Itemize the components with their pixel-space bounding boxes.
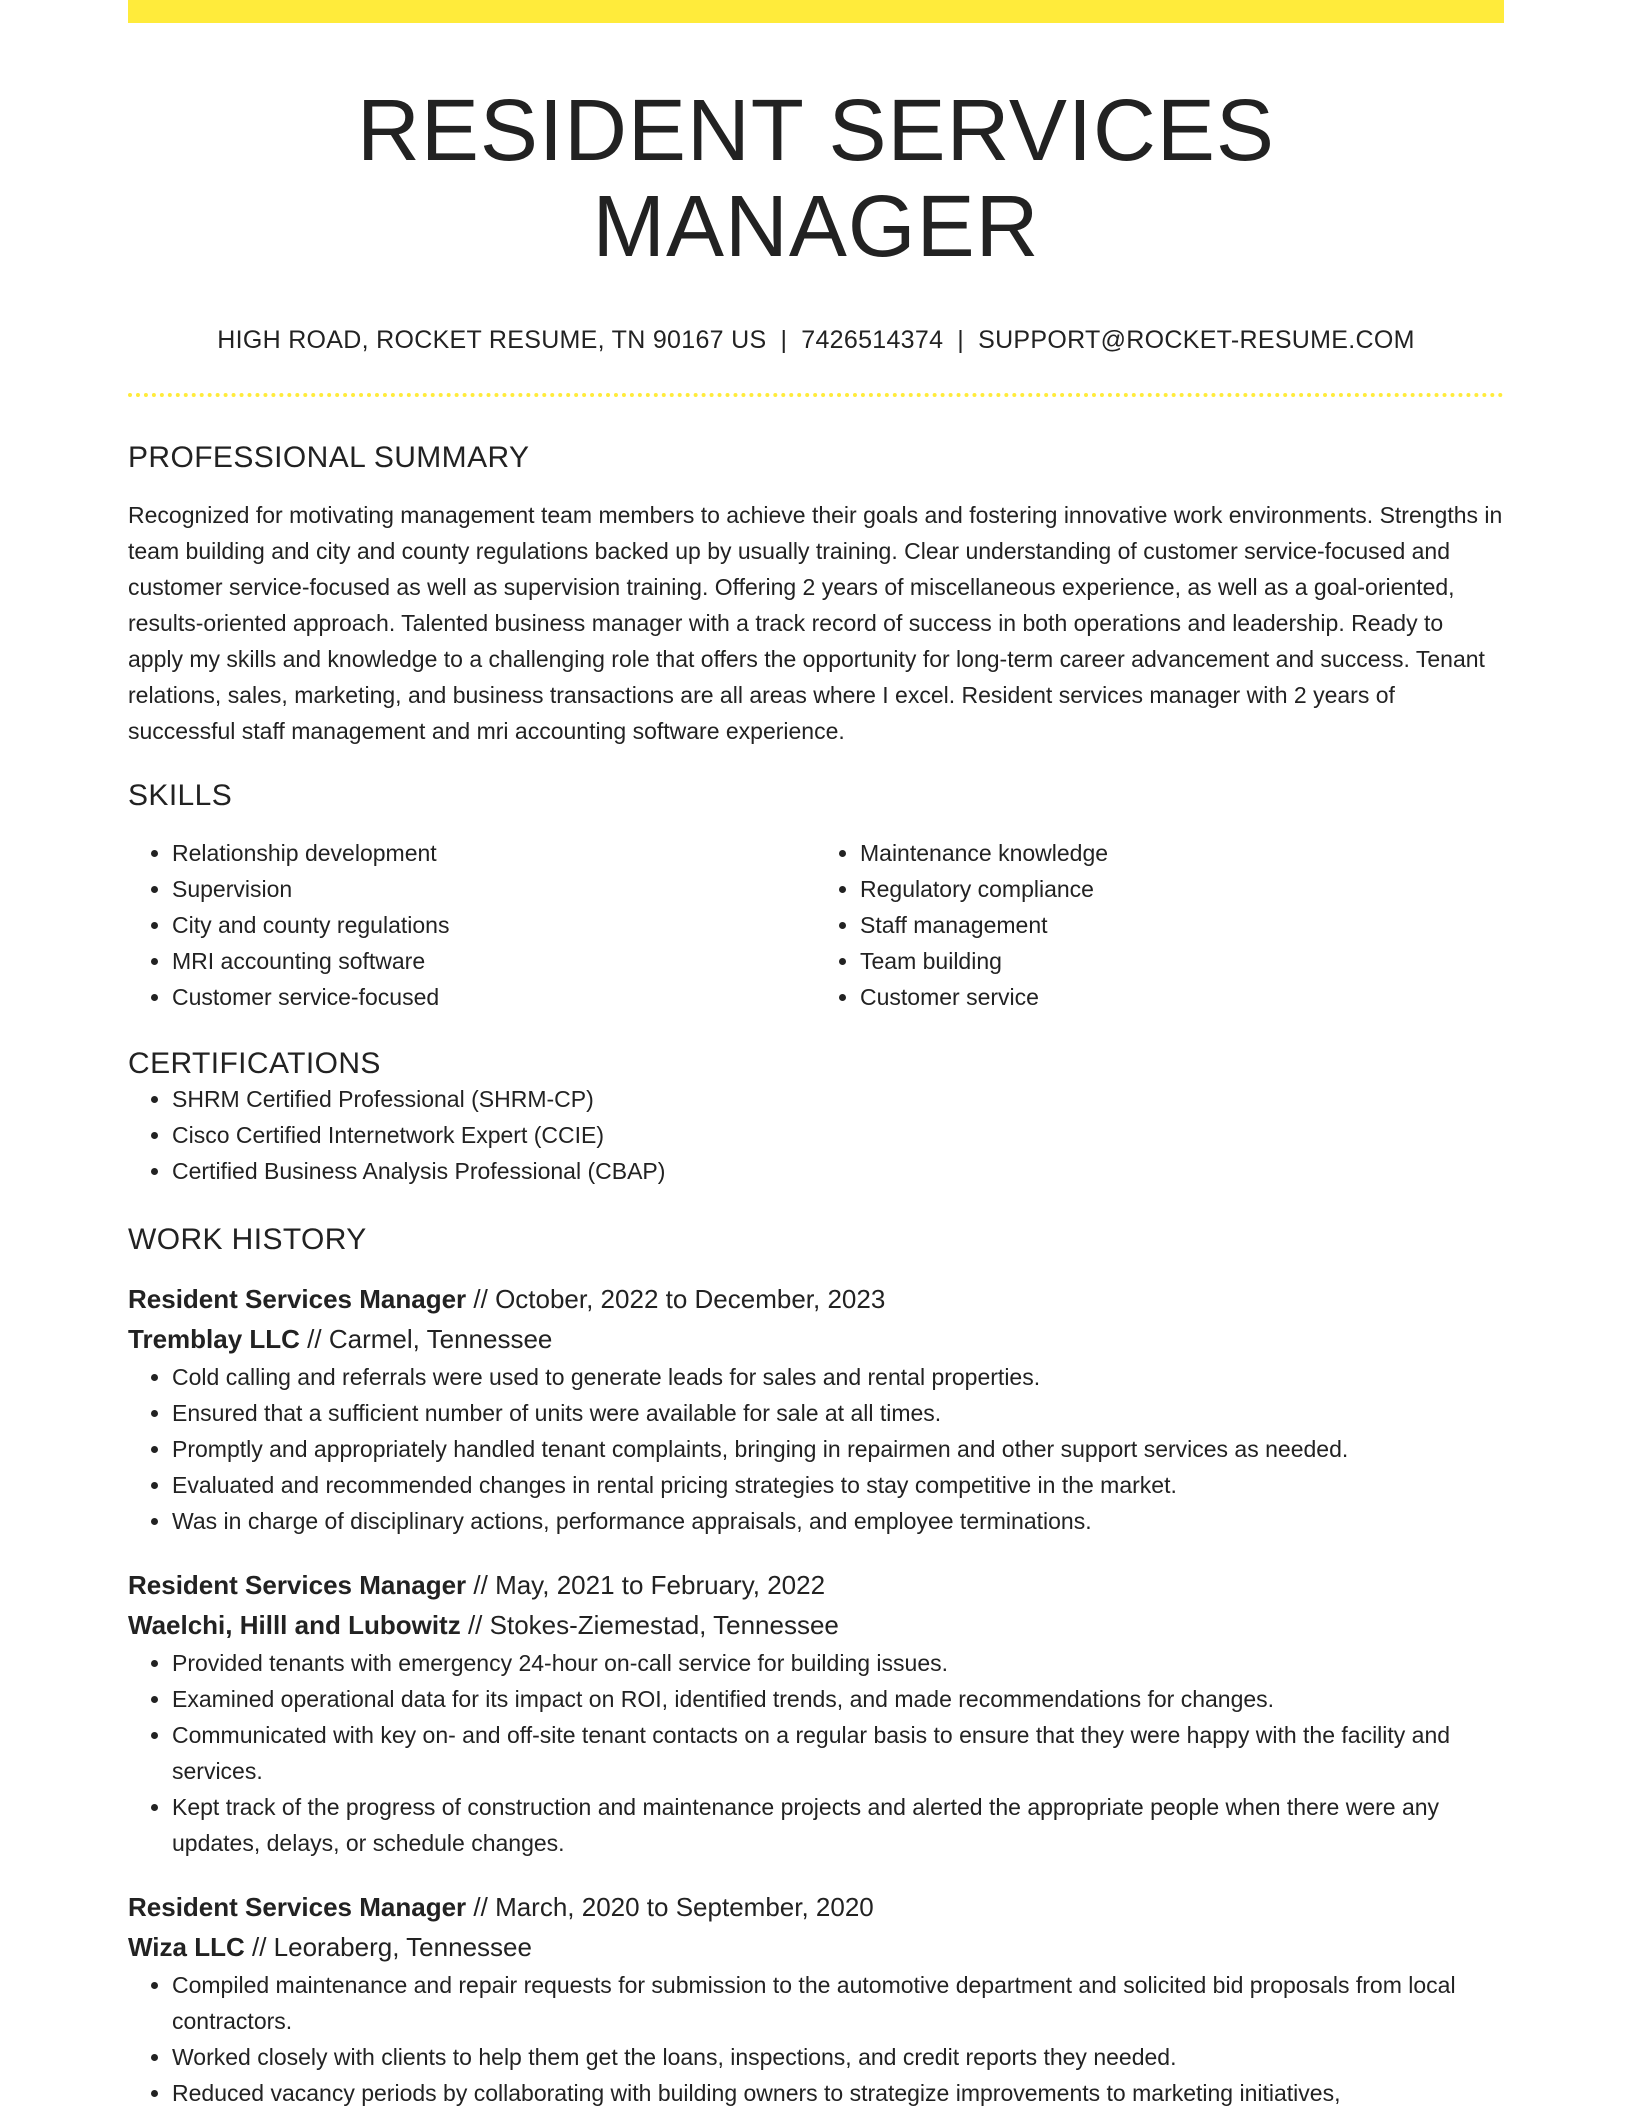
skill-item: • Customer service bbox=[860, 979, 1504, 1015]
top-accent-bar bbox=[128, 0, 1504, 23]
resume-page bbox=[128, 0, 1504, 2111]
resume-title: RESIDENT SERVICES MANAGER bbox=[357, 82, 1275, 275]
job-bullet: • Evaluated and recommended changes in rental pricing strategies to stay competitive in the market. bbox=[172, 1467, 1504, 1503]
job-company: Wiza LLC bbox=[128, 1932, 245, 1963]
job-location: Leoraberg, Tennessee bbox=[273, 1932, 532, 1963]
job-bullets bbox=[128, 1645, 1504, 1861]
job-dates: May, 2021 to February, 2022 bbox=[495, 1570, 826, 1601]
job-company: Tremblay LLC bbox=[128, 1324, 300, 1355]
certification-item: • Certified Business Analysis Professional (CBAP) bbox=[172, 1153, 1504, 1189]
certifications-list bbox=[128, 1081, 1504, 1189]
job-bullet: • Examined operational data for its impact on ROI, identified trends, and made recommendations for changes. bbox=[172, 1681, 1504, 1717]
job-role-line: Resident Services Manager // May, 2021 to February, 2022 bbox=[128, 1570, 826, 1601]
job-bullets bbox=[128, 1967, 1504, 2111]
job-bullet: • Communicated with key on- and off-site tenant contacts on a regular basis to ensure that they were happy with the facility and services. bbox=[172, 1717, 1504, 1789]
skills-list-left bbox=[128, 835, 816, 1015]
skill-item: • Regulatory compliance bbox=[860, 871, 1504, 907]
section-title-skills: SKILLS bbox=[128, 779, 233, 813]
job-company-line: Waelchi, Hilll and Lubowitz // Stokes-Ziemestad, Tennessee bbox=[128, 1610, 839, 1641]
job-company: Waelchi, Hilll and Lubowitz bbox=[128, 1610, 461, 1641]
job-bullet: • Promptly and appropriately handled tenant complaints, bringing in repairmen and other support services as needed. bbox=[172, 1431, 1504, 1467]
job-location: Carmel, Tennessee bbox=[328, 1324, 553, 1355]
job-location: Stokes-Ziemestad, Tennessee bbox=[489, 1610, 839, 1641]
section-title-summary: PROFESSIONAL SUMMARY bbox=[128, 441, 530, 475]
skill-item: • Maintenance knowledge bbox=[860, 835, 1504, 871]
skill-item: • City and county regulations bbox=[172, 907, 816, 943]
certification-item: • Cisco Certified Internetwork Expert (CCIE) bbox=[172, 1117, 1504, 1153]
summary-text: Recognized for motivating management team members to achieve their goals and fostering innovative work environments. Strengths in team building and city and county regulations backed up by usually training. Clear understanding of customer service-focused and customer service-focused as well as supervision training. Offering 2 years of miscellaneous experience, as well as a goal-oriented, results-oriented approach. Talented business manager with a track record of success in both operations and leadership. Ready to apply my skills and knowledge to a challenging role that offers the opportunity for long-term career advancement and success. Tenant relations, sales, marketing, and business transactions are all areas where I excel. Resident services manager with 2 years of successful staff management and mri accounting software experience. bbox=[128, 502, 1503, 745]
job-bullet: • Was in charge of disciplinary actions, performance appraisals, and employee terminations. bbox=[172, 1503, 1504, 1539]
job-company-line: Tremblay LLC // Carmel, Tennessee bbox=[128, 1324, 553, 1355]
job-bullets bbox=[128, 1359, 1504, 1539]
job-role: Resident Services Manager bbox=[128, 1892, 467, 1923]
job-company-line: Wiza LLC // Leoraberg, Tennessee bbox=[128, 1932, 532, 1963]
section-title-work-history: WORK HISTORY bbox=[128, 1223, 367, 1257]
job-bullet: • Cold calling and referrals were used to generate leads for sales and rental properties. bbox=[172, 1359, 1504, 1395]
job-bullet: • Compiled maintenance and repair requests for submission to the automotive department and solicited bid proposals from local contractors. bbox=[172, 1967, 1504, 2039]
skills-list-right bbox=[816, 835, 1504, 1015]
job-role: Resident Services Manager bbox=[128, 1570, 467, 1601]
job-bullet: • Ensured that a sufficient number of units were available for sale at all times. bbox=[172, 1395, 1504, 1431]
skill-item: • Relationship development bbox=[172, 835, 816, 871]
job-dates: March, 2020 to September, 2020 bbox=[495, 1892, 874, 1923]
job-bullet: • Kept track of the progress of construction and maintenance projects and alerted the appropriate people when there were any updates, delays, or schedule changes. bbox=[172, 1789, 1504, 1861]
skills-columns bbox=[128, 835, 1504, 1015]
skill-item: • MRI accounting software bbox=[172, 943, 816, 979]
job-role-line: Resident Services Manager // March, 2020 to September, 2020 bbox=[128, 1892, 874, 1923]
contact-address: HIGH ROAD, ROCKET RESUME, TN 90167 US bbox=[217, 326, 767, 355]
dotted-divider bbox=[128, 393, 1504, 397]
job-bullet: • Reduced vacancy periods by collaborating with building owners to strategize improvements to marketing initiatives, bbox=[172, 2075, 1504, 2111]
skill-item: • Team building bbox=[860, 943, 1504, 979]
skill-item: • Customer service-focused bbox=[172, 979, 816, 1015]
skill-item: • Staff management bbox=[860, 907, 1504, 943]
contact-phone: 7426514374 bbox=[801, 326, 944, 355]
job-role-line: Resident Services Manager // October, 2022 to December, 2023 bbox=[128, 1284, 886, 1315]
job-bullet: • Provided tenants with emergency 24-hour on-call service for building issues. bbox=[172, 1645, 1504, 1681]
skill-item: • Supervision bbox=[172, 871, 816, 907]
job-bullet: • Worked closely with clients to help them get the loans, inspections, and credit reports they needed. bbox=[172, 2039, 1504, 2075]
contact-separator: | bbox=[957, 326, 965, 355]
contact-separator: | bbox=[780, 326, 788, 355]
section-title-certifications: CERTIFICATIONS bbox=[128, 1047, 381, 1081]
job-entry bbox=[128, 1565, 1504, 1861]
job-dates: October, 2022 to December, 2023 bbox=[495, 1284, 886, 1315]
job-role: Resident Services Manager bbox=[128, 1284, 467, 1315]
contact-email[interactable]: SUPPORT@ROCKET-RESUME.COM bbox=[978, 326, 1415, 355]
job-entry bbox=[128, 1279, 1504, 1539]
certification-item: • SHRM Certified Professional (SHRM-CP) bbox=[172, 1081, 1504, 1117]
job-entry bbox=[128, 1887, 1504, 2111]
contact-line bbox=[128, 326, 1504, 355]
